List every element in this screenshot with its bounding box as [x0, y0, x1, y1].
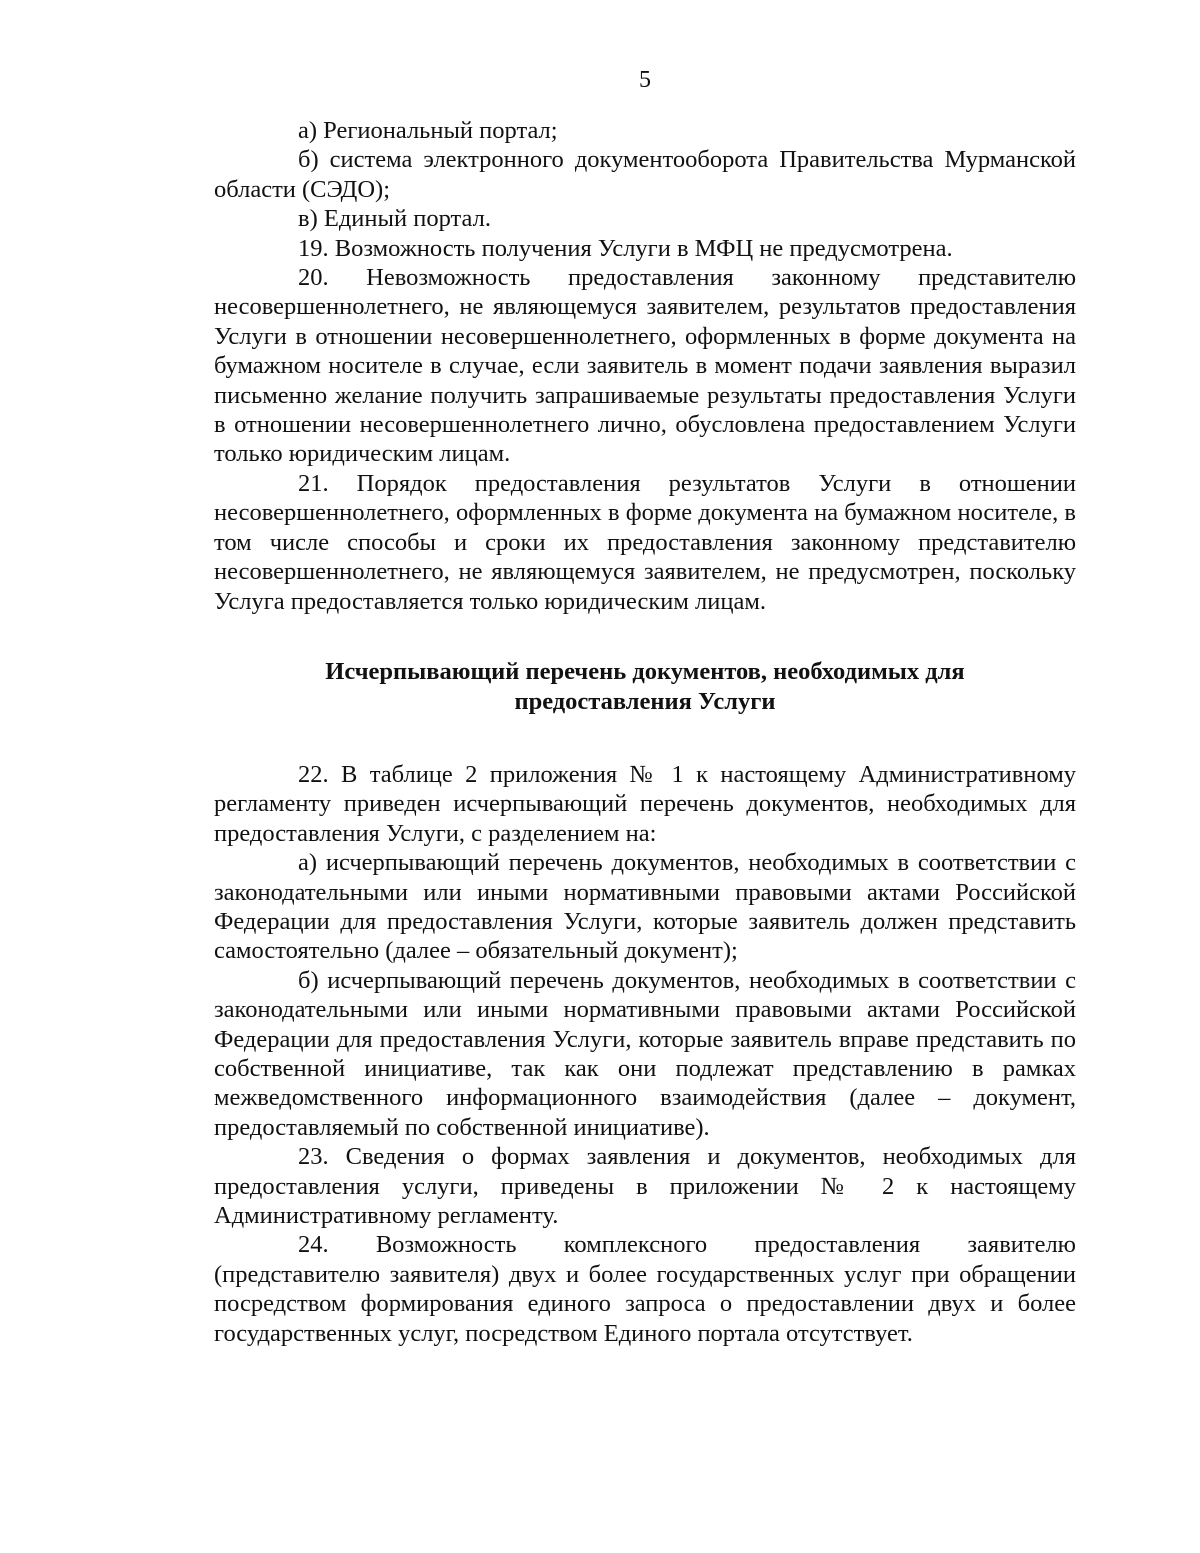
paragraph-19: 19. Возможность получения Услуги в МФЦ не предусмотрена. — [298, 234, 953, 262]
paragraph-18a: а) Региональный портал; — [298, 117, 558, 144]
paragraph-18b: б) система электронного документооборота Правительства Мурманской области (СЭДО); — [214, 146, 1076, 203]
section-heading — [214, 657, 1076, 717]
paragraph-22a: а) исчерпывающий перечень документов, необходимых в соответствии с законодательными или иными нормативными правовыми актами Российской Федерации для предоставления Услуги, которые заявитель должен представить самостоятельно (далее – обязательный документ); — [214, 849, 1076, 965]
paragraph-22: 22. В таблице 2 приложения № 1 к настоящему Административному регламенту приведен исчерпывающий перечень документов, необходимых для предоставления Услуги, с разделением на: — [214, 760, 1076, 847]
paragraph-18v: в) Единый портал. — [298, 205, 491, 233]
page-number: 5 — [639, 67, 651, 93]
section-heading-line-2: предоставления Услуги — [514, 687, 776, 715]
paragraph-21: 21. Порядок предоставления результатов Услуги в отношении несовершеннолетнего, оформленных в форме документа на бумажном носителе, в том числе способы и сроки их предоставления законному представителю несовершеннолетнего, не являющемуся заявителем, не предусмотрен, поскольку Услуга предоставляется только юридическим лицам. — [214, 469, 1076, 615]
paragraph-22b: б) исчерпывающий перечень документов, необходимых в соответствии с законодательными или иными нормативными правовыми актами Российской Федерации для предоставления Услуги, которые заявитель вправе представить по собственной инициативе, так как они подлежат представлению в рамках межведомственного информационного взаимодействия (далее – документ, предоставляемый по собственной инициативе). — [214, 966, 1076, 1141]
paragraph-20: 20. Невозможность предоставления законному представителю несовершеннолетнего, не являющемуся заявителем, результатов предоставления Услуги в отношении несовершеннолетнего, оформленных в форме документа на бумажном носителе в случае, если заявитель в момент подачи заявления выразил письменно желание получить запрашиваемые результаты предоставления Услуги в отношении несовершеннолетнего лично, обусловлена предоставлением Услуги только юридическим лицам. — [214, 264, 1076, 468]
paragraph-24: 24. Возможность комплексного предоставления заявителю (представителю заявителя) двух и более государственных услуг при обращении посредством формирования единого запроса о предоставлении двух и более государственных услуг, посредством Единого портала отсутствует. — [214, 1231, 1076, 1347]
section-heading-line-1: Исчерпывающий перечень документов, необходимых для — [325, 657, 965, 685]
paragraph-23: 23. Сведения о формах заявления и документов, необходимых для предоставления услуги, приведены в приложении № 2 к настоящему Административному регламенту. — [214, 1143, 1076, 1229]
